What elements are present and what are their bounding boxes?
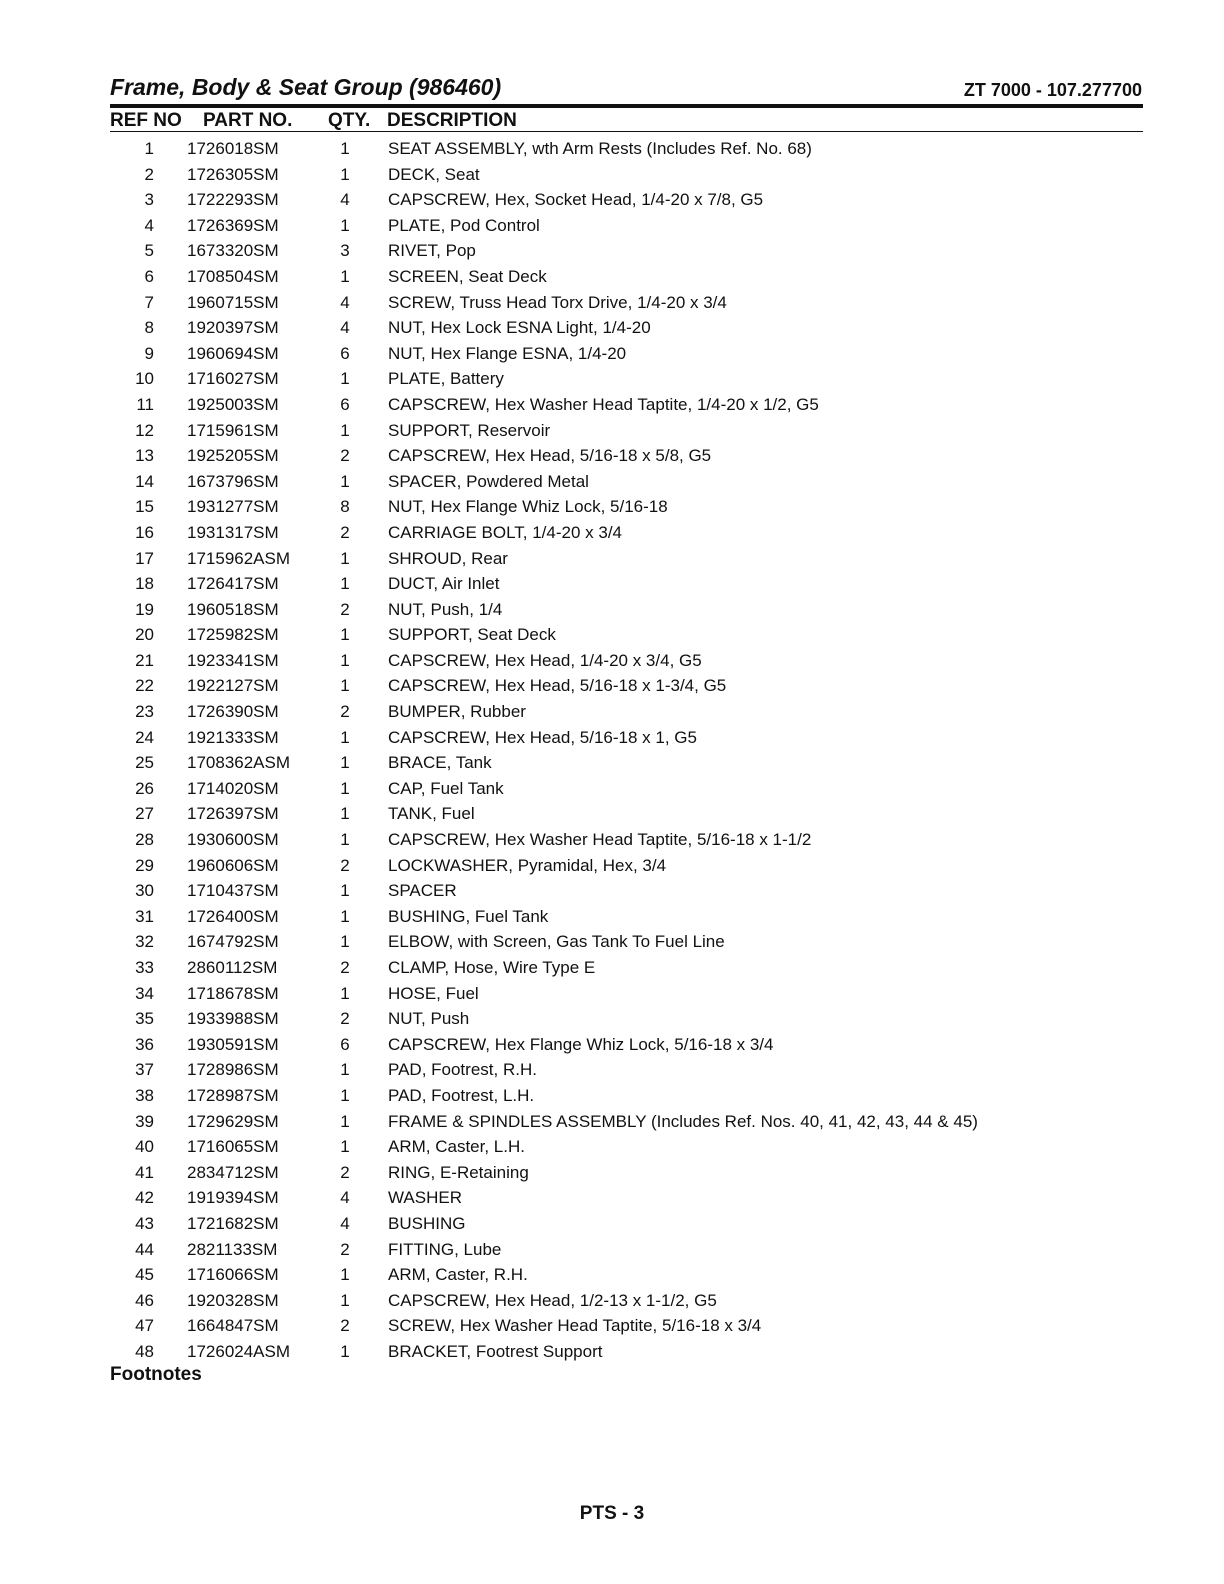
part-no-cell: 1726024ASM (187, 1341, 291, 1361)
qty-cell: 1 (340, 881, 350, 901)
table-row (110, 341, 1143, 367)
table-row (110, 315, 1143, 341)
ref-no-cell: 44 (135, 1239, 154, 1259)
part-no-cell: 1960715SM (187, 292, 279, 312)
ref-no-cell: 29 (135, 855, 154, 875)
table-row (110, 776, 1143, 802)
part-no-cell: 1960606SM (187, 855, 279, 875)
table-row (110, 520, 1143, 546)
qty-cell: 1 (340, 164, 350, 184)
qty-cell: 1 (340, 625, 350, 645)
table-row (110, 1339, 1143, 1365)
ref-no-cell: 2 (144, 164, 154, 184)
description-cell: SUPPORT, Seat Deck (388, 625, 556, 645)
part-no-cell: 1714020SM (187, 778, 279, 798)
table-row (110, 1109, 1143, 1135)
table-row (110, 1237, 1143, 1263)
part-no-cell: 1715962ASM (187, 548, 291, 568)
part-no-cell: 1674792SM (187, 932, 279, 952)
ref-no-cell: 27 (135, 804, 154, 824)
qty-cell: 1 (340, 471, 350, 491)
table-row (110, 290, 1143, 316)
description-cell: NUT, Push, 1/4 (388, 599, 503, 619)
part-no-cell: 1925003SM (187, 394, 279, 414)
qty-cell: 1 (340, 753, 350, 773)
table-row (110, 904, 1143, 930)
ref-no-cell: 5 (144, 241, 154, 261)
table-row (110, 1211, 1143, 1237)
part-no-cell: 1922127SM (187, 676, 279, 696)
part-no-cell: 1664847SM (187, 1316, 279, 1336)
ref-no-cell: 4 (144, 215, 154, 235)
description-cell: NUT, Hex Flange Whiz Lock, 5/16-18 (388, 497, 668, 517)
part-no-cell: 1725982SM (187, 625, 279, 645)
ref-no-cell: 33 (135, 958, 154, 977)
description-cell: RIVET, Pop (388, 241, 476, 261)
ref-no-cell: 14 (135, 471, 154, 491)
part-no-cell: 1710437SM (187, 881, 279, 901)
part-no-cell: 2860112SM (187, 958, 278, 977)
header-rule (110, 104, 1143, 108)
part-no-cell: 1931277SM (187, 497, 279, 517)
description-cell: SCREEN, Seat Deck (388, 266, 547, 286)
part-no-cell: 1919394SM (187, 1188, 279, 1208)
description-cell: CAPSCREW, Hex Washer Head Taptite, 5/16-18 x 1-1/2 (388, 830, 812, 850)
ref-no-cell: 41 (135, 1162, 154, 1182)
description-cell: SPACER, Powdered Metal (388, 471, 589, 491)
table-row (110, 1313, 1143, 1339)
table-row (110, 418, 1143, 444)
description-cell: CLAMP, Hose, Wire Type E (388, 958, 596, 977)
part-no-cell: 1728987SM (187, 1085, 279, 1105)
ref-no-cell: 25 (135, 753, 154, 773)
ref-no-cell: 32 (135, 932, 154, 952)
part-no-cell: 1960694SM (187, 343, 279, 363)
table-row (110, 494, 1143, 520)
column-header-part-no: PART NO. (203, 110, 293, 131)
qty-cell: 1 (340, 932, 350, 952)
ref-no-cell: 26 (135, 778, 154, 798)
qty-cell: 1 (340, 369, 350, 389)
ref-no-cell: 16 (135, 522, 154, 542)
part-no-cell: 1715961SM (187, 420, 279, 440)
part-no-cell: 1726369SM (187, 215, 279, 235)
table-row (110, 187, 1143, 213)
table-row (110, 1160, 1143, 1186)
table-row (110, 469, 1143, 495)
ref-no-cell: 39 (135, 1111, 154, 1131)
description-cell: SUPPORT, Reservoir (388, 420, 551, 440)
description-cell: RING, E-Retaining (388, 1162, 529, 1182)
part-no-cell: 2834712SM (187, 1162, 279, 1182)
table-row (110, 981, 1143, 1007)
qty-cell: 4 (340, 1188, 350, 1208)
part-no-cell: 1718678SM (187, 983, 279, 1003)
description-cell: BRACE, Tank (388, 753, 492, 773)
ref-no-cell: 9 (144, 343, 154, 363)
table-row (110, 1288, 1143, 1314)
ref-no-cell: 23 (135, 702, 154, 722)
ref-no-cell: 30 (135, 881, 154, 901)
qty-cell: 1 (340, 676, 350, 696)
table-row (110, 1057, 1143, 1083)
ref-no-cell: 8 (144, 318, 154, 338)
qty-cell: 1 (340, 906, 350, 926)
ref-no-cell: 43 (135, 1213, 154, 1233)
description-cell: TANK, Fuel (388, 804, 475, 824)
table-row (110, 878, 1143, 904)
table-row (110, 622, 1143, 648)
qty-cell: 2 (340, 1316, 350, 1336)
table-row (110, 827, 1143, 853)
part-no-cell: 1673796SM (187, 471, 279, 491)
ref-no-cell: 13 (135, 446, 154, 466)
part-no-cell: 1960518SM (187, 599, 279, 619)
page-title: Frame, Body & Seat Group (986460) (110, 74, 502, 100)
description-cell: BRACKET, Footrest Support (388, 1341, 603, 1361)
table-row (110, 546, 1143, 572)
part-no-cell: 1708504SM (187, 266, 279, 286)
ref-no-cell: 21 (135, 650, 154, 670)
part-no-cell: 1721682SM (187, 1213, 279, 1233)
table-row (110, 1083, 1143, 1109)
qty-cell: 1 (340, 1265, 350, 1285)
part-no-cell: 1931317SM (187, 522, 279, 542)
table-header (110, 110, 1143, 132)
ref-no-cell: 31 (135, 906, 154, 926)
table-row (110, 955, 1143, 981)
part-no-cell: 1726390SM (187, 702, 279, 722)
part-no-cell: 1726397SM (187, 804, 279, 824)
table-row (110, 673, 1143, 699)
qty-cell: 2 (340, 702, 350, 722)
ref-no-cell: 34 (135, 983, 154, 1003)
description-cell: SCREW, Truss Head Torx Drive, 1/4-20 x 3/4 (388, 292, 727, 312)
description-cell: PAD, Footrest, L.H. (388, 1085, 535, 1105)
table-row (110, 443, 1143, 469)
description-cell: CAPSCREW, Hex Washer Head Taptite, 1/4-20 x 1/2, G5 (388, 394, 819, 414)
ref-no-cell: 3 (144, 190, 154, 210)
table-row (110, 213, 1143, 239)
table-row (110, 136, 1143, 162)
part-no-cell: 1921333SM (187, 727, 279, 747)
ref-no-cell: 19 (135, 599, 154, 619)
ref-no-cell: 47 (135, 1316, 154, 1336)
description-cell: BUSHING, Fuel Tank (388, 906, 549, 926)
qty-cell: 1 (340, 1111, 350, 1131)
qty-cell: 2 (340, 958, 350, 977)
parts-table (110, 136, 1143, 1365)
table-row (110, 929, 1143, 955)
description-cell: CAPSCREW, Hex Head, 1/2-13 x 1-1/2, G5 (388, 1290, 717, 1310)
qty-cell: 6 (340, 1034, 350, 1054)
description-cell: NUT, Hex Lock ESNA Light, 1/4-20 (388, 318, 651, 338)
part-no-cell: 1726305SM (187, 164, 279, 184)
table-row (110, 366, 1143, 392)
part-no-cell: 2821133SM (187, 1239, 278, 1259)
description-cell: FRAME & SPINDLES ASSEMBLY (Includes Ref. Nos. 40, 41, 42, 43, 44 & 45) (388, 1111, 978, 1131)
table-row (110, 699, 1143, 725)
qty-cell: 2 (340, 1009, 350, 1029)
part-no-cell: 1920397SM (187, 318, 279, 338)
qty-cell: 1 (340, 983, 350, 1003)
description-cell: PLATE, Pod Control (388, 215, 540, 235)
description-cell: CAPSCREW, Hex Head, 5/16-18 x 1-3/4, G5 (388, 676, 727, 696)
description-cell: LOCKWASHER, Pyramidal, Hex, 3/4 (388, 855, 667, 875)
table-row (110, 648, 1143, 674)
qty-cell: 1 (340, 830, 350, 850)
qty-cell: 1 (340, 650, 350, 670)
part-no-cell: 1920328SM (187, 1290, 279, 1310)
part-no-cell: 1726018SM (187, 139, 279, 158)
table-row (110, 1185, 1143, 1211)
qty-cell: 2 (340, 522, 350, 542)
description-cell: CAP, Fuel Tank (388, 778, 504, 798)
part-no-cell: 1729629SM (187, 1111, 279, 1131)
table-row (110, 1032, 1143, 1058)
description-cell: DECK, Seat (388, 164, 480, 184)
part-no-cell: 1726417SM (187, 574, 279, 594)
ref-no-cell: 10 (135, 369, 154, 389)
description-cell: NUT, Hex Flange ESNA, 1/4-20 (388, 343, 627, 363)
qty-cell: 1 (340, 266, 350, 286)
ref-no-cell: 24 (135, 727, 154, 747)
qty-cell: 1 (340, 778, 350, 798)
ref-no-cell: 11 (136, 394, 154, 414)
table-row (110, 750, 1143, 776)
description-cell: SPACER (388, 881, 457, 901)
description-cell: ELBOW, with Screen, Gas Tank To Fuel Line (388, 932, 725, 952)
ref-no-cell: 15 (135, 497, 154, 517)
qty-cell: 4 (340, 318, 350, 338)
qty-cell: 1 (340, 1085, 350, 1105)
column-header-description: DESCRIPTION (387, 110, 517, 131)
table-header-rule (110, 131, 1143, 132)
part-no-cell: 1925205SM (187, 446, 279, 466)
table-row (110, 162, 1143, 188)
qty-cell: 4 (340, 1213, 350, 1233)
ref-no-cell: 12 (135, 420, 154, 440)
table-row (110, 801, 1143, 827)
part-no-cell: 1673320SM (187, 241, 279, 261)
table-row (110, 1006, 1143, 1032)
description-cell: CAPSCREW, Hex Flange Whiz Lock, 5/16-18 x 3/4 (388, 1034, 774, 1054)
qty-cell: 3 (340, 241, 350, 261)
table-row (110, 264, 1143, 290)
table-row (110, 571, 1143, 597)
ref-no-cell: 40 (135, 1137, 154, 1157)
qty-cell: 1 (340, 804, 350, 824)
ref-no-cell: 38 (135, 1085, 154, 1105)
description-cell: WASHER (388, 1188, 462, 1208)
part-no-cell: 1933988SM (187, 1009, 279, 1029)
page-number: PTS - 3 (579, 1503, 645, 1524)
ref-no-cell: 48 (135, 1341, 154, 1361)
table-row (110, 725, 1143, 751)
description-cell: SEAT ASSEMBLY, wth Arm Rests (Includes Ref. No. 68) (388, 139, 812, 158)
description-cell: BUMPER, Rubber (388, 702, 526, 722)
table-row (110, 853, 1143, 879)
description-cell: HOSE, Fuel (388, 983, 479, 1003)
part-no-cell: 1728986SM (187, 1060, 279, 1080)
ref-no-cell: 22 (135, 676, 154, 696)
qty-cell: 1 (340, 548, 350, 568)
description-cell: PLATE, Battery (388, 369, 504, 389)
column-header-ref-no: REF NO (110, 110, 182, 131)
qty-cell: 2 (340, 446, 350, 466)
qty-cell: 2 (340, 855, 350, 875)
description-cell: CAPSCREW, Hex Head, 5/16-18 x 5/8, G5 (388, 446, 712, 466)
ref-no-cell: 45 (135, 1265, 154, 1285)
page-header (110, 72, 1142, 104)
part-no-cell: 1716066SM (187, 1265, 279, 1285)
description-cell: FITTING, Lube (388, 1239, 502, 1259)
description-cell: CAPSCREW, Hex Head, 1/4-20 x 3/4, G5 (388, 650, 702, 670)
table-row (110, 597, 1143, 623)
ref-no-cell: 1 (144, 139, 154, 158)
ref-no-cell: 36 (135, 1034, 154, 1054)
description-cell: CAPSCREW, Hex Head, 5/16-18 x 1, G5 (388, 727, 697, 747)
qty-cell: 1 (340, 1137, 350, 1157)
qty-cell: 8 (340, 497, 350, 517)
part-no-cell: 1708362ASM (187, 753, 291, 773)
qty-cell: 2 (340, 1162, 350, 1182)
qty-cell: 2 (340, 1239, 350, 1259)
ref-no-cell: 17 (135, 548, 154, 568)
part-no-cell: 1726400SM (187, 906, 279, 926)
ref-no-cell: 18 (135, 574, 154, 594)
description-cell: SCREW, Hex Washer Head Taptite, 5/16-18 x 3/4 (388, 1316, 762, 1336)
description-cell: CARRIAGE BOLT, 1/4-20 x 3/4 (388, 522, 622, 542)
qty-cell: 6 (340, 394, 350, 414)
qty-cell: 1 (340, 1060, 350, 1080)
table-row (110, 1134, 1143, 1160)
part-no-cell: 1716065SM (187, 1137, 279, 1157)
table-row (110, 1262, 1143, 1288)
qty-cell: 1 (340, 727, 350, 747)
part-no-cell: 1923341SM (187, 650, 279, 670)
model-number: ZT 7000 - 107.277700 (963, 80, 1142, 100)
qty-cell: 1 (340, 420, 350, 440)
footnotes-heading: Footnotes (110, 1364, 202, 1385)
description-cell: BUSHING (388, 1213, 466, 1233)
qty-cell: 4 (340, 190, 350, 210)
ref-no-cell: 46 (135, 1290, 154, 1310)
qty-cell: 1 (340, 1341, 350, 1361)
qty-cell: 2 (340, 599, 350, 619)
ref-no-cell: 37 (135, 1060, 154, 1080)
description-cell: DUCT, Air Inlet (388, 574, 500, 594)
qty-cell: 1 (340, 574, 350, 594)
ref-no-cell: 42 (135, 1188, 154, 1208)
part-no-cell: 1716027SM (187, 369, 279, 389)
qty-cell: 1 (340, 1290, 350, 1310)
qty-cell: 6 (340, 343, 350, 363)
table-row (110, 392, 1143, 418)
ref-no-cell: 20 (135, 625, 154, 645)
description-cell: ARM, Caster, L.H. (388, 1137, 525, 1157)
part-no-cell: 1930591SM (187, 1034, 279, 1054)
ref-no-cell: 6 (144, 266, 154, 286)
qty-cell: 1 (340, 215, 350, 235)
ref-no-cell: 28 (135, 830, 154, 850)
description-cell: ARM, Caster, R.H. (388, 1265, 528, 1285)
description-cell: PAD, Footrest, R.H. (388, 1060, 537, 1080)
description-cell: CAPSCREW, Hex, Socket Head, 1/4-20 x 7/8, G5 (388, 190, 764, 210)
qty-cell: 4 (340, 292, 350, 312)
part-no-cell: 1930600SM (187, 830, 279, 850)
description-cell: SHROUD, Rear (388, 548, 508, 568)
description-cell: NUT, Push (388, 1009, 470, 1029)
part-no-cell: 1722293SM (187, 190, 279, 210)
qty-cell: 1 (340, 139, 350, 158)
ref-no-cell: 7 (144, 292, 154, 312)
table-row (110, 238, 1143, 264)
column-header-qty: QTY. (328, 110, 371, 131)
ref-no-cell: 35 (135, 1009, 154, 1029)
